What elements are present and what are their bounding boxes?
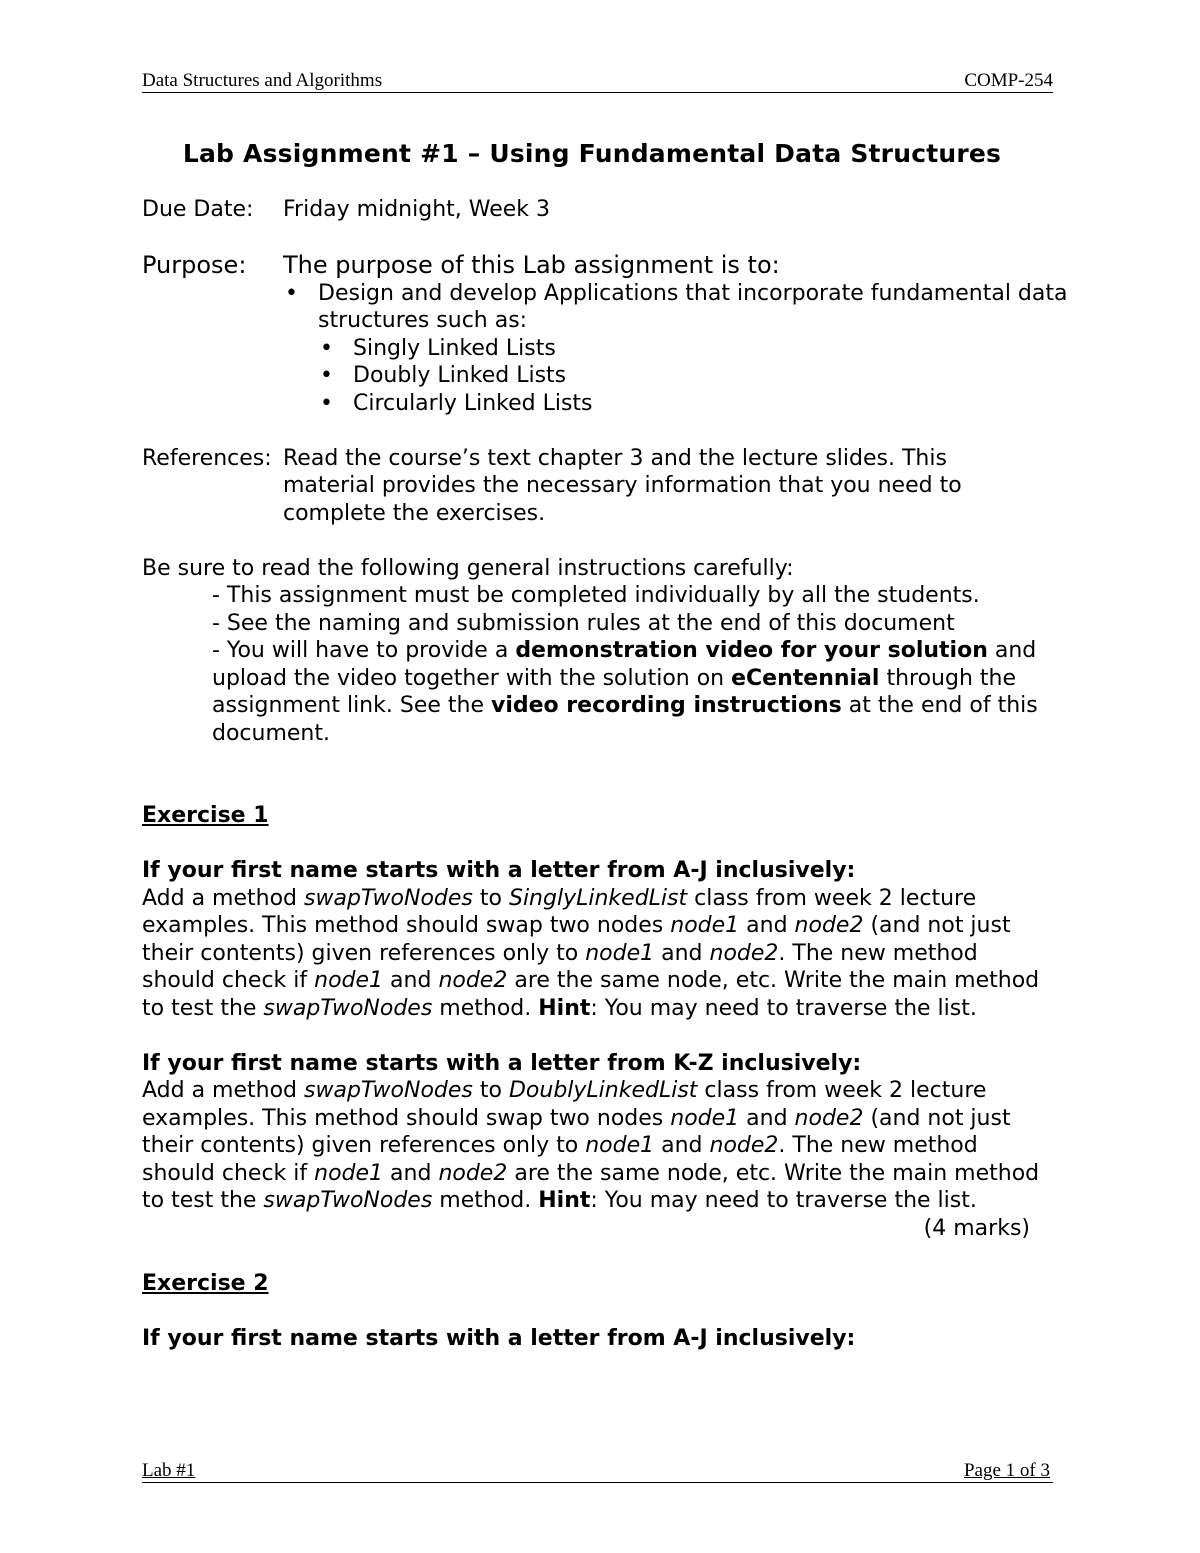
exercise-2-heading: Exercise 2: [142, 1270, 269, 1296]
instructions-list: [142, 582, 1072, 747]
due-date-value: Friday midnight, Week 3: [283, 196, 551, 222]
exercise-1-heading: Exercise 1: [142, 803, 269, 828]
purpose-row: [142, 252, 1072, 417]
instructions-intro: Be sure to read the following general instructions carefully:: [142, 555, 794, 581]
exercise-1-marks: (4 marks): [923, 1215, 1030, 1241]
references-label: References:: [142, 445, 272, 471]
page-header: [142, 70, 1053, 93]
references-row: [142, 445, 1072, 528]
purpose-label: Purpose:: [142, 251, 247, 279]
footer-page-number: Page 1 of 3: [963, 1460, 1050, 1481]
list-item: • Doubly Linked Lists: [318, 362, 1072, 390]
list-item: • Circularly Linked Lists: [318, 390, 1072, 418]
exercise-2-aj-heading: If your first name starts with a letter from A-J inclusively:: [142, 1325, 856, 1351]
exercise-1-aj-heading: If your first name starts with a letter from A-J inclusively:: [142, 858, 856, 883]
document-body: [142, 140, 1072, 1352]
list-item: • Singly Linked Lists: [318, 335, 1072, 363]
purpose-list: [283, 280, 1072, 418]
structure-list: [318, 335, 1072, 418]
exercise-1-kz-heading: If your first name starts with a letter from K-Z inclusively:: [142, 1050, 862, 1076]
purpose-lead: The purpose of this Lab assignment is to:: [283, 251, 780, 279]
exercise-1-aj-text: Add a method swapTwoNodes to SinglyLinkedList class from week 2 lecture examples. This method should swap two nodes node1 and node2 (and not just their contents) given references only to node1 and node2. The new method should check if node1 and node2 are the same node, etc. Write the main method to test the swapTwoNodes method. Hint: You may need to traverse the list.: [142, 885, 1040, 1021]
exercise-1-kz-text: Add a method swapTwoNodes to DoublyLinkedList class from week 2 lecture examples. This method should swap two nodes node1 and node2 (and not just their contents) given references only to node1 and node2. The new method should check if node1 and node2 are the same node, etc. Write the main method to test the swapTwoNodes method. Hint: You may need to traverse the list.: [142, 1078, 1040, 1213]
purpose-item: • Design and develop Applications that incorporate fundamental data structures such as: • Singly Linked Lists • Doubly Linked Lists • Circularly Linked Lists: [283, 280, 1072, 418]
due-date-row: [142, 196, 1072, 224]
header-code: COMP-254: [964, 70, 1053, 91]
instruction-line: - See the naming and submission rules at the end of this document: [212, 610, 955, 636]
header-course: Data Structures and Algorithms: [142, 70, 383, 91]
page-footer: [142, 1460, 1053, 1483]
page-title: Lab Assignment #1 – Using Fundamental Data Structures: [182, 139, 1002, 168]
instruction-line: - This assignment must be completed individually by all the students.: [212, 583, 980, 608]
references-text: Read the course’s text chapter 3 and the lecture slides. This material provides the necessary information that you need to complete the exercises.: [283, 445, 962, 526]
instruction-line: - You will have to provide a demonstration video for your solution and upload the video together with the solution on eCentennial through the assignment link. See the video recording instructions at the end of this document.: [212, 638, 1038, 746]
footer-lab: Lab #1: [142, 1460, 196, 1481]
due-date-label: Due Date:: [142, 196, 254, 222]
